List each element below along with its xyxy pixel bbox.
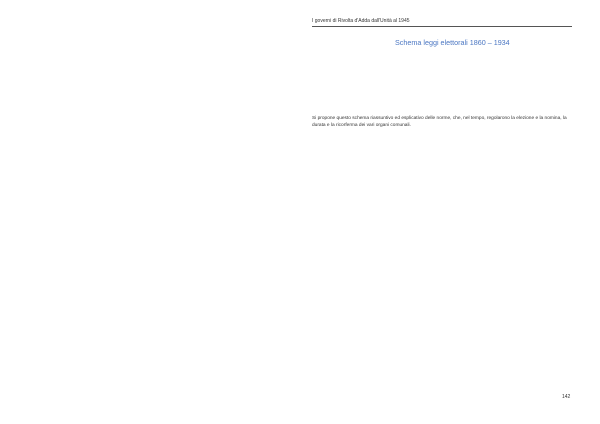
running-head: I governi di Rivolta d'Adda dall'Unità al 1945 <box>312 18 410 24</box>
header-rule <box>312 26 572 27</box>
page-number: 142 <box>562 394 571 400</box>
intro-paragraph: Si propone questo schema riassuntivo ed esplicativo delle norme, che, nel tempo, regolarono la elezione e la nomina, la durata e la ricorferma dei vari organi comunali. <box>312 116 567 129</box>
page-title: Schema leggi elettorali 1860 – 1934 <box>395 38 510 47</box>
